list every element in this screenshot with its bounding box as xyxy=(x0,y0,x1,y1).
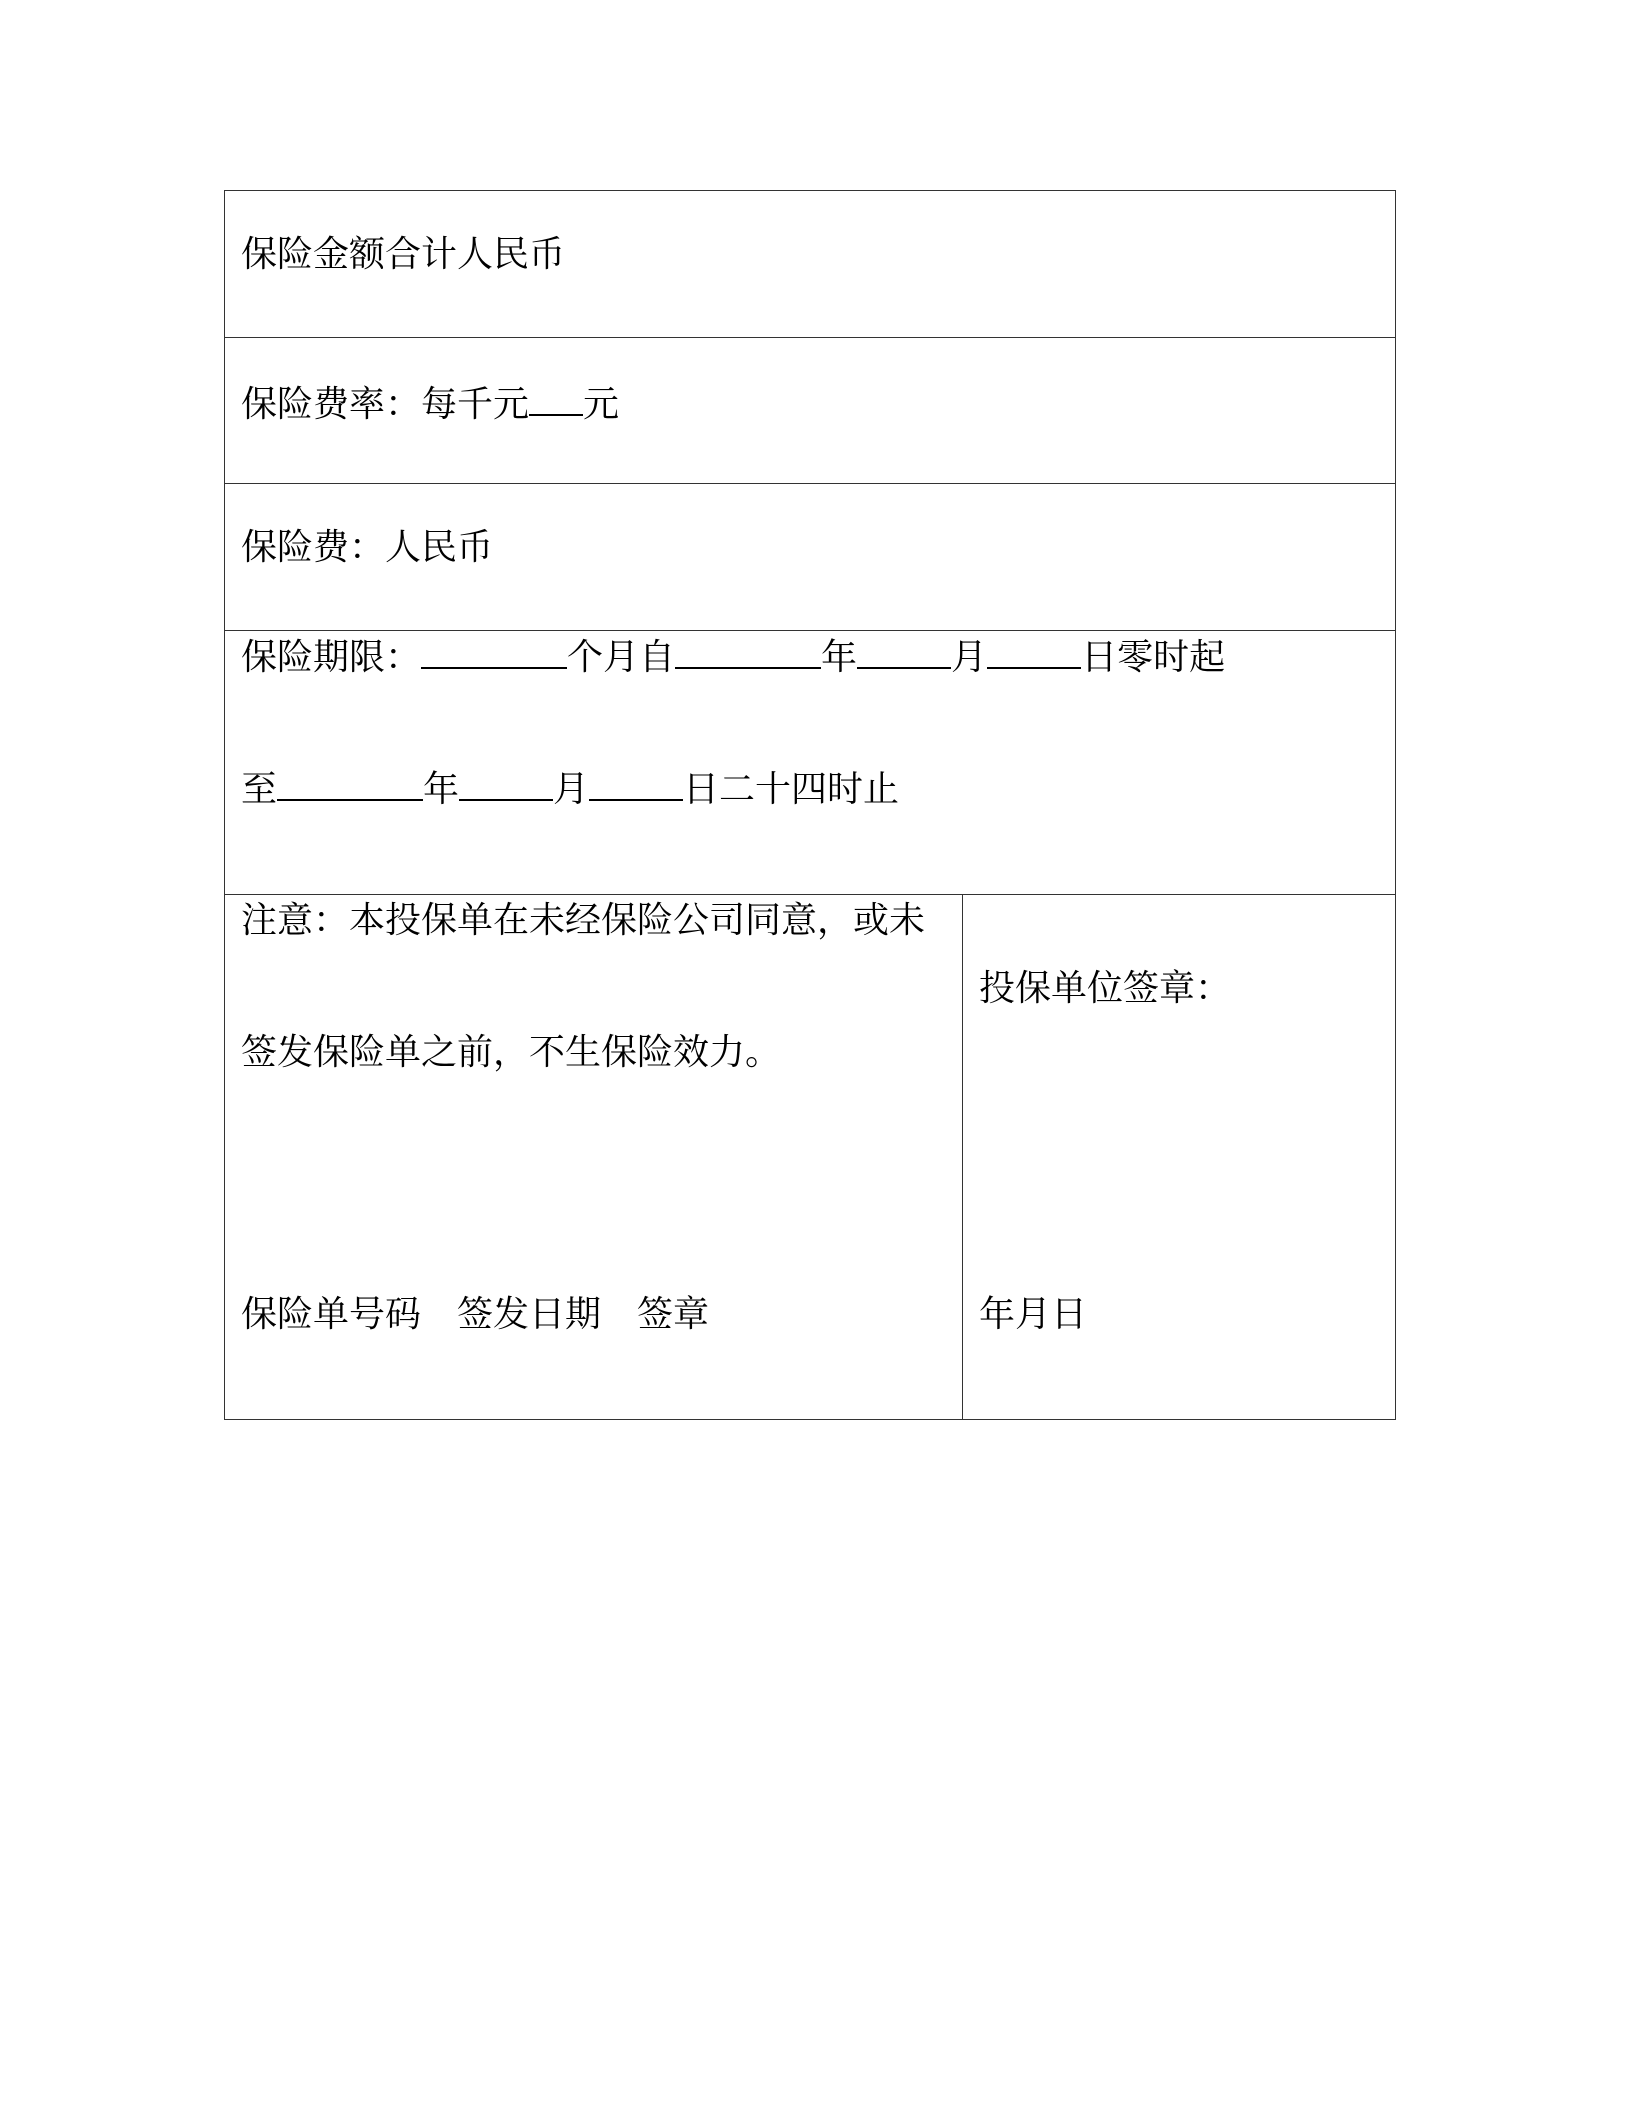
insurance-application-form xyxy=(224,190,1396,1420)
insured-amount-row xyxy=(225,191,1395,338)
start-day-blank[interactable] xyxy=(987,635,1081,669)
notice-signature-row xyxy=(225,895,1395,1419)
applicant-seal-cell xyxy=(963,895,1395,1419)
notice-cell xyxy=(225,895,963,1419)
applicant-date-label: 年月日 xyxy=(979,1294,1088,1335)
period-to-label: 至 xyxy=(241,769,278,810)
months-suffix: 个月自 xyxy=(567,637,676,678)
issuer-seal-label: 签章 xyxy=(637,1294,710,1335)
end-month-label: 月 xyxy=(553,769,590,810)
premium-rate-row xyxy=(225,338,1395,484)
premium-rate-label: 保险费率：每千元 xyxy=(241,384,530,425)
notice-line-2: 签发保险单之前，不生保险效力。 xyxy=(241,1032,782,1073)
start-year-blank[interactable] xyxy=(675,635,821,669)
rate-suffix: 元 xyxy=(583,384,620,425)
period-end-line xyxy=(241,767,899,810)
policy-number-label: 保险单号码 xyxy=(241,1294,422,1335)
end-month-blank[interactable] xyxy=(459,767,553,801)
end-day-blank[interactable] xyxy=(589,767,683,801)
period-label: 保险期限： xyxy=(241,637,422,678)
period-start-line xyxy=(241,635,1225,678)
premium-rate-line xyxy=(241,382,619,425)
end-year-blank[interactable] xyxy=(277,767,423,801)
premium-row xyxy=(225,484,1395,631)
end-year-label: 年 xyxy=(423,769,460,810)
start-day-suffix: 日零时起 xyxy=(1081,637,1226,678)
insured-amount-label: 保险金额合计人民币 xyxy=(241,234,566,275)
policy-footer-line xyxy=(241,1295,709,1335)
months-blank[interactable] xyxy=(421,635,567,669)
premium-label: 保险费：人民币 xyxy=(241,527,494,568)
notice-line-1: 注意：本投保单在未经保险公司同意，或未 xyxy=(241,900,926,941)
applicant-seal-label: 投保单位签章： xyxy=(979,968,1232,1009)
start-month-blank[interactable] xyxy=(857,635,951,669)
issue-date-label: 签发日期 xyxy=(457,1294,602,1335)
end-day-suffix: 日二十四时止 xyxy=(683,769,900,810)
start-year-label: 年 xyxy=(821,637,858,678)
start-month-label: 月 xyxy=(951,637,988,678)
insurance-period-row xyxy=(225,631,1395,895)
rate-blank[interactable] xyxy=(529,382,583,416)
